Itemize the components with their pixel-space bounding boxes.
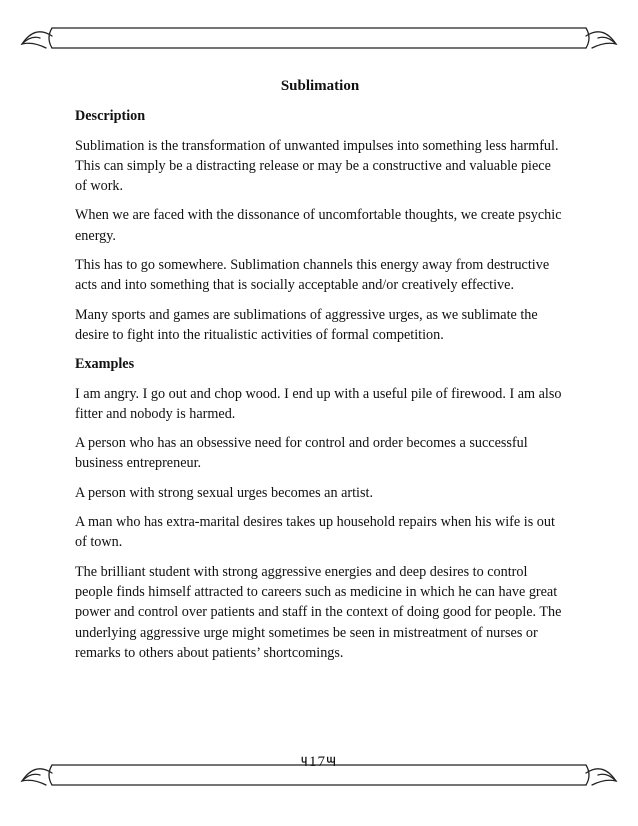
document-title: Sublimation (280, 78, 360, 94)
decorative-bottom-scroll-border (0, 755, 638, 795)
example-paragraph: The brilliant student with strong aggressive energies and deep desires to control people finds himself attracted to careers such as medicine in which he can have great power and control over patients and staff in the context of doing good for people. The underlying aggressive urge might sometimes be seen in mistreatment of nurses or remarks to others about patients’ shortcomings. (75, 563, 562, 661)
example-paragraph: A person who has an obsessive need for control and order becomes a successful business entrepreneur. (75, 435, 528, 472)
example-paragraph: A person with strong sexual urges becomes an artist. (75, 484, 374, 501)
section-heading-description: Description (75, 108, 146, 125)
description-paragraph: When we are faced with the dissonance of uncomfortable thoughts, we create psychic energy. (75, 207, 562, 244)
description-paragraph: Many sports and games are sublimations of aggressive urges, as we sublimate the desire to fight into the ritualistic activities of formal competition. (75, 306, 538, 343)
page-number: ౺17౻ (300, 754, 338, 770)
example-paragraph: I am angry. I go out and chop wood. I end up with a useful pile of firewood. I am also fitter and nobody is harmed. (75, 385, 562, 422)
section-heading-examples: Examples (75, 356, 135, 373)
description-paragraph: Sublimation is the transformation of unwanted impulses into something less harmful. This can simply be a distracting release or may be a constructive and valuable piece of work. (75, 137, 559, 195)
description-paragraph: This has to go somewhere. Sublimation channels this energy away from destructive acts and into something that is socially acceptable and/or creatively effective. (75, 257, 550, 294)
example-paragraph: A man who has extra-marital desires takes up household repairs when his wife is out of town. (75, 514, 555, 551)
document-body (75, 76, 565, 672)
decorative-top-scroll-border (0, 18, 638, 58)
